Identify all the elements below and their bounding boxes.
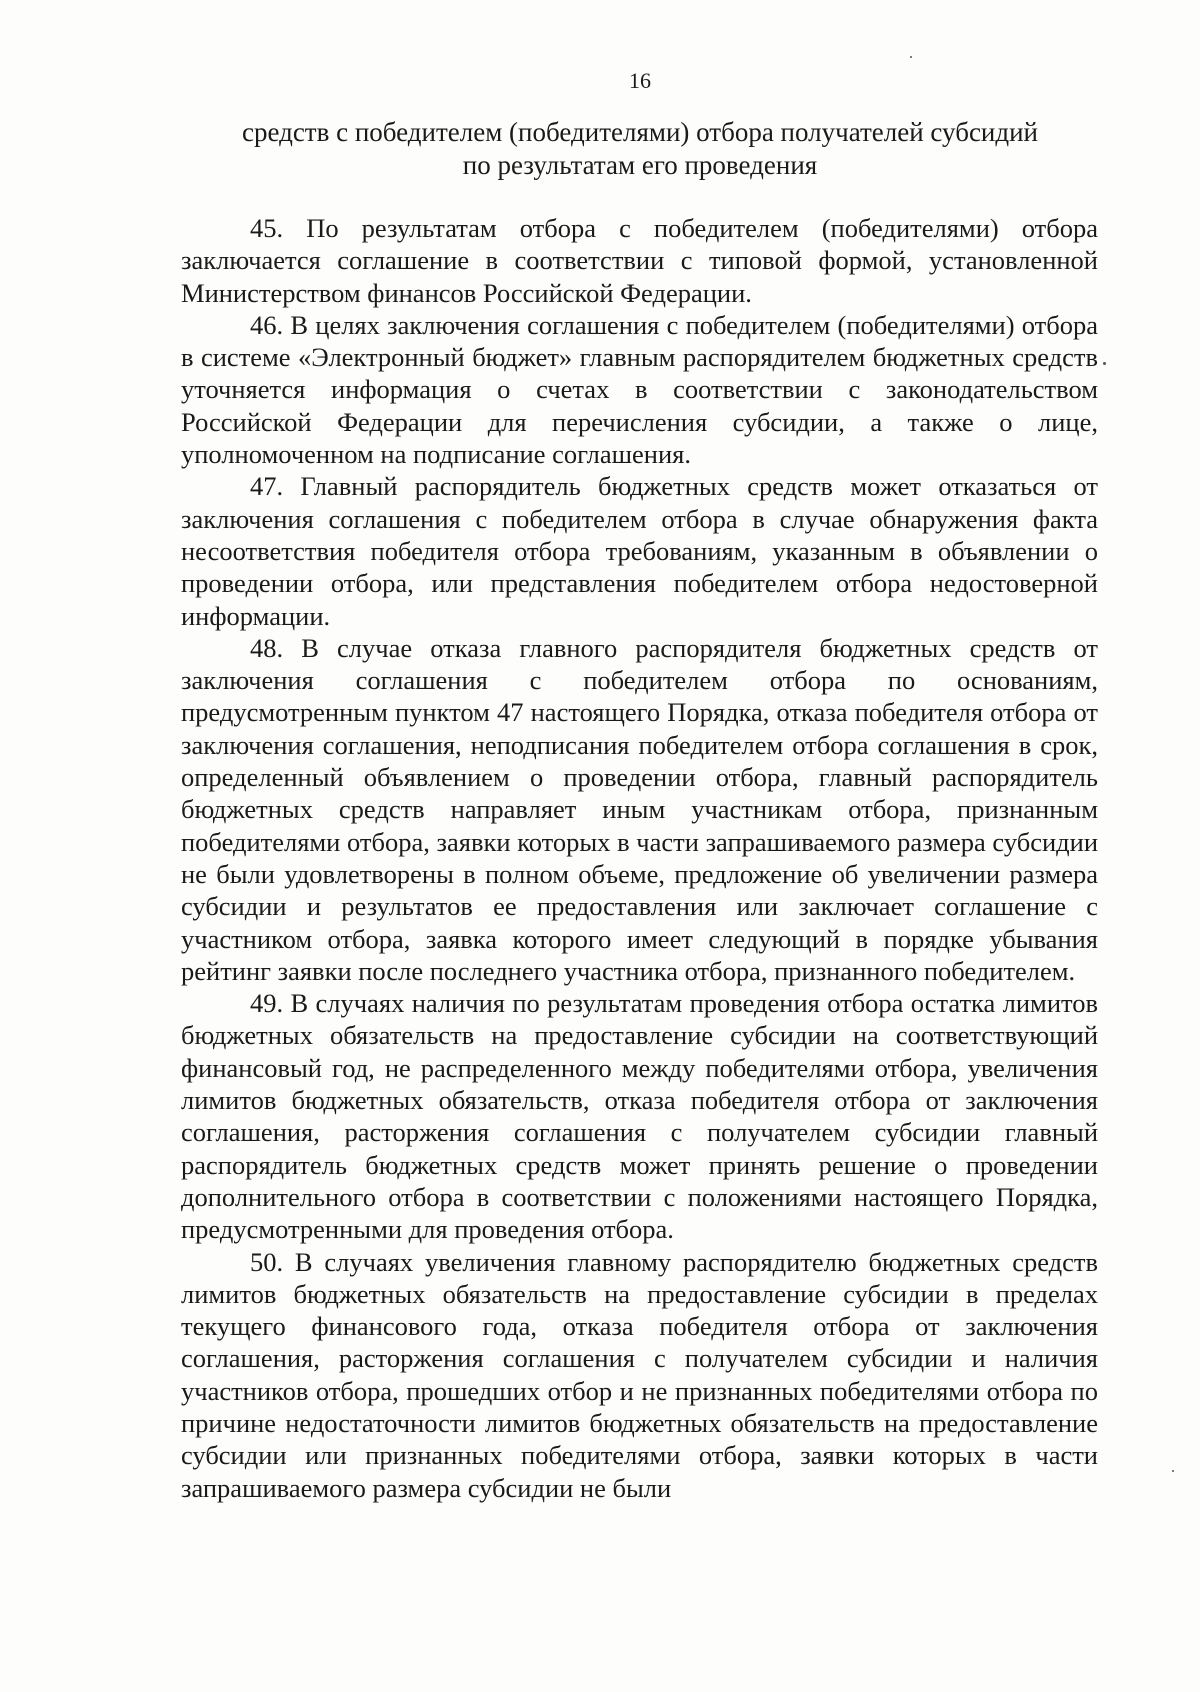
page-number: 16 [629,68,651,93]
section-heading-line-1: средств с победителем (победителями) отбора получателей субсидий [241,117,1039,147]
scan-speck [910,56,912,58]
scan-speck [1103,362,1106,365]
scan-speck [1172,1470,1174,1472]
paragraph-50: 50. В случаях увеличения главному распорядителю бюджетных средств лимитов бюджетных обязательств на предоставление субсидии в пределах текущего финансового года, отказа победителя отбора от заключения соглашения, расторжения соглашения с получателем субсидии и наличия участников отбора, прошедших отбор и не признанных победителями отбора по причине недостаточности лимитов бюджетных обязательств на предоставление субсидии или признанных победителями отбора, заявки которых в части запрашиваемого размера субсидии не были [181,1246,1098,1503]
paragraph-45: 45. По результатам отбора с победителем (победителями) отбора заключается соглашение в соответствии с типовой формой, установленной Министерством финансов Российской Федерации. [181,213,1098,308]
paragraph-46: 46. В целях заключения соглашения с победителем (победителями) отбора в системе «Электронный бюджет» главным распорядителем бюджетных средств уточняется информация о счетах в соответствии с законодательством Российской Федерации для перечисления субсидии, а также о лице, уполномоченном на подписание соглашения. [181,309,1098,470]
section-heading [190,116,1090,182]
paragraph-48: 48. В случае отказа главного распорядителя бюджетных средств от заключения соглашения с победителем отбора по основаниям, предусмотренным пунктом 47 настоящего Порядка, отказа победителя отбора от заключения соглашения, неподписания победителем отбора соглашения в срок, определенный объявлением о проведении отбора, главный распорядитель бюджетных средств направляет иным участникам отбора, признанным победителями отбора, заявки которых в части запрашиваемого размера субсидии не были удовлетворены в полном объеме, предложение об увеличении размера субсидии и результатов ее предоставления или заключает соглашение с участником отбора, заявка которого имеет следующий в порядке убывания рейтинг заявки после последнего участника отбора, признанного победителем. [181,632,1098,986]
document-body [181,212,1098,1504]
paragraph-49: 49. В случаях наличия по результатам проведения отбора остатка лимитов бюджетных обязательств на предоставление субсидии на соответствующий финансовый год, не распределенного между победителями отбора, увеличения лимитов бюджетных обязательств, отказа победителя отбора от заключения соглашения, расторжения соглашения с получателем субсидии главный распорядитель бюджетных средств может принять решение о проведении дополнительного отбора в соответствии с положениями настоящего Порядка, предусмотренными для проведения отбора. [181,988,1098,1245]
paragraph-47: 47. Главный распорядитель бюджетных средств может отказаться от заключения соглашения с победителем отбора в случае обнаружения факта несоответствия победителя отбора требованиям, указанным в объявлении о проведении отбора, или представления победителем отбора недостоверной информации. [181,471,1098,631]
section-heading-line-2: по результатам его проведения [462,150,818,180]
